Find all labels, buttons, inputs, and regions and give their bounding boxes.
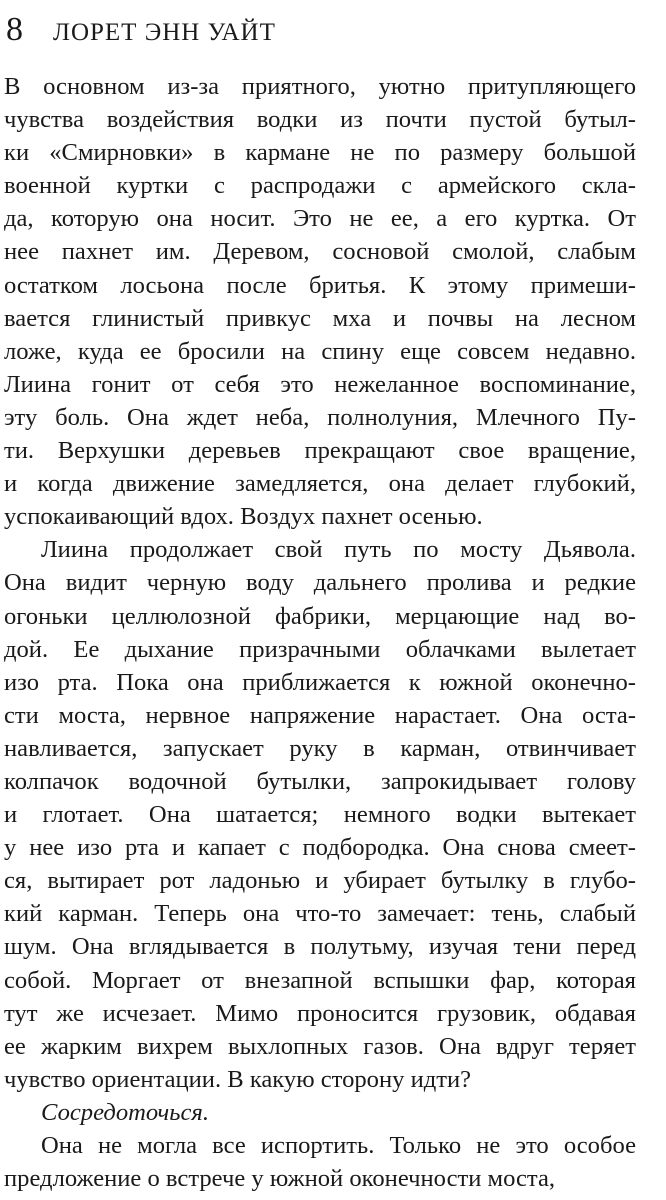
text-line: и глотает. Она шатается; немного водки вытекает bbox=[4, 801, 636, 829]
text-line: колпачок водочной бутылки, запрокидывает голову bbox=[4, 767, 636, 795]
text-line: изо рта. Пока она приближается к южной оконечно- bbox=[4, 668, 636, 696]
text-line: чувства воздействия водки из почти пустой бутыл- bbox=[4, 106, 636, 134]
text-line: да, которую она носит. Это не ее, а его куртка. От bbox=[4, 205, 636, 233]
text-line: ее жарким вихрем выхлопных газов. Она вдруг теряет bbox=[4, 1032, 636, 1060]
text-line: В основном из-за приятного, уютно притупляющего bbox=[4, 73, 636, 100]
text-line: у нее изо рта и капает с подбородка. Она снова смеет- bbox=[4, 834, 636, 862]
text-line: и когда движение замедляется, она делает глубокий, bbox=[4, 470, 636, 498]
text-line: Она не могла все испортить. Только не это особое bbox=[41, 1132, 636, 1159]
text-line: ложе, куда ее бросили на спину еще совсем недавно. bbox=[4, 337, 636, 365]
text-line: вается глинистый привкус мха и почвы на лесном bbox=[4, 304, 636, 332]
text-line: предложение о встрече у южной оконечности моста, bbox=[4, 1165, 556, 1193]
text-line: огоньки целлюлозной фабрики, мерцающие над во- bbox=[4, 602, 636, 630]
text-line: успокаивающий вдох. Воздух пахнет осенью. bbox=[4, 503, 483, 531]
text-line: собой. Моргает от внезапной вспышки фар, которая bbox=[4, 966, 636, 994]
text-line: ти. Верхушки деревьев прекращают свое вращение, bbox=[4, 437, 636, 465]
text-line: нее пахнет им. Деревом, сосновой смолой, слабым bbox=[4, 238, 636, 266]
text-line: военной куртки с распродажи с армейского скла- bbox=[4, 172, 636, 200]
text-line: навливается, запускает руку в карман, отвинчивает bbox=[4, 734, 636, 762]
text-line: тут же исчезает. Мимо проносится грузовик, обдавая bbox=[4, 999, 636, 1027]
page-number: 8 bbox=[6, 11, 23, 48]
text-line: Лиина продолжает свой путь по мосту Дьявола. bbox=[41, 536, 636, 564]
text-line: Она видит черную воду дальнего пролива и редкие bbox=[4, 569, 636, 597]
text-line: шум. Она вглядывается в полутьму, изучая тени перед bbox=[4, 933, 636, 961]
text-line: Лиина гонит от себя это нежеланное воспоминание, bbox=[4, 370, 636, 398]
text-line: чувство ориентации. В какую сторону идти? bbox=[4, 1065, 472, 1093]
text-line: сти моста, нервное напряжение нарастает. Она оста- bbox=[4, 701, 636, 729]
text-line: Сосредоточься. bbox=[41, 1098, 209, 1126]
text-line: кий карман. Теперь она что-то замечает: тень, слабый bbox=[4, 900, 636, 928]
text-line: ки «Смирновки» в кармане не по размеру большой bbox=[4, 139, 636, 167]
text-line: остатком лосьона после бритья. К этому примеши- bbox=[4, 271, 636, 299]
text-line: дой. Ее дыхание призрачными облачками вылетает bbox=[4, 635, 636, 663]
text-line: эту боль. Она ждет неба, полнолуния, Млечного Пу- bbox=[4, 403, 636, 431]
running-head: ЛОРЕТ ЭНН УАЙТ bbox=[53, 19, 276, 46]
page-header bbox=[6, 8, 276, 52]
text-line: ся, вытирает рот ладонью и убирает бутылку в глубо- bbox=[4, 867, 636, 895]
body-text bbox=[4, 70, 636, 1195]
